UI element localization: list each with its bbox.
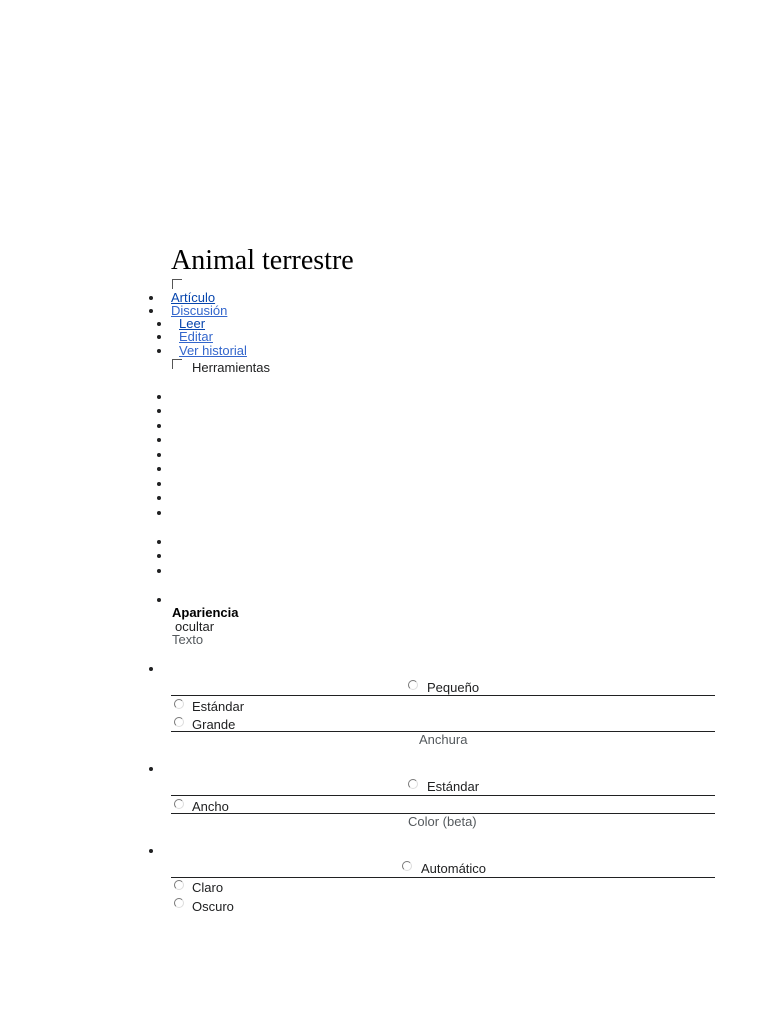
color-auto-label[interactable]: Automático [421, 861, 487, 876]
list-bullet [157, 438, 161, 442]
list-bullet [149, 849, 153, 853]
list-bullet [157, 322, 161, 326]
text-size-label: Texto [172, 632, 204, 647]
color-label: Color (beta) [408, 814, 477, 829]
width-standard-label[interactable]: Estándar [427, 779, 480, 794]
list-bullet [157, 335, 161, 339]
text-large-label[interactable]: Grande [192, 717, 236, 732]
list-bullet [149, 309, 153, 313]
list-bullet [157, 598, 161, 602]
toc-toggle-checkbox[interactable] [172, 279, 182, 289]
list-bullet [157, 467, 161, 471]
divider [171, 695, 715, 696]
width-wide-label[interactable]: Ancho [192, 799, 229, 814]
color-dark-radio[interactable] [174, 898, 184, 908]
tab-edit[interactable]: Editar [179, 329, 213, 344]
text-small-label[interactable]: Pequeño [427, 680, 480, 695]
tools-toggle-checkbox[interactable] [172, 359, 182, 369]
list-bullet [157, 540, 161, 544]
appearance-hide-button[interactable]: ocultar [175, 619, 215, 634]
list-bullet [149, 296, 153, 300]
tools-menu-label[interactable]: Herramientas [192, 360, 271, 375]
divider [171, 877, 715, 878]
color-auto-radio[interactable] [402, 861, 412, 871]
tab-article[interactable]: Artículo [171, 290, 216, 305]
list-bullet [157, 482, 161, 486]
list-bullet [157, 424, 161, 428]
list-bullet [157, 349, 161, 353]
page-title: Animal terrestre [171, 245, 354, 276]
tab-read[interactable]: Leer [179, 316, 206, 331]
list-bullet [157, 409, 161, 413]
list-bullet [157, 511, 161, 515]
text-small-radio[interactable] [408, 680, 418, 690]
list-bullet [157, 496, 161, 500]
color-light-label[interactable]: Claro [192, 880, 224, 895]
list-bullet [157, 395, 161, 399]
list-bullet [149, 667, 153, 671]
color-dark-label[interactable]: Oscuro [192, 899, 234, 914]
text-large-radio[interactable] [174, 717, 184, 727]
list-bullet [157, 453, 161, 457]
text-standard-label[interactable]: Estándar [192, 699, 245, 714]
list-bullet [157, 554, 161, 558]
tab-history[interactable]: Ver historial [179, 343, 247, 358]
appearance-heading: Apariencia [172, 605, 239, 620]
divider [171, 795, 715, 796]
width-standard-radio[interactable] [408, 779, 418, 789]
width-label: Anchura [419, 732, 468, 747]
text-standard-radio[interactable] [174, 699, 184, 709]
color-light-radio[interactable] [174, 880, 184, 890]
list-bullet [149, 767, 153, 771]
width-wide-radio[interactable] [174, 799, 184, 809]
list-bullet [157, 569, 161, 573]
tab-discussion[interactable]: Discusión [171, 303, 228, 318]
